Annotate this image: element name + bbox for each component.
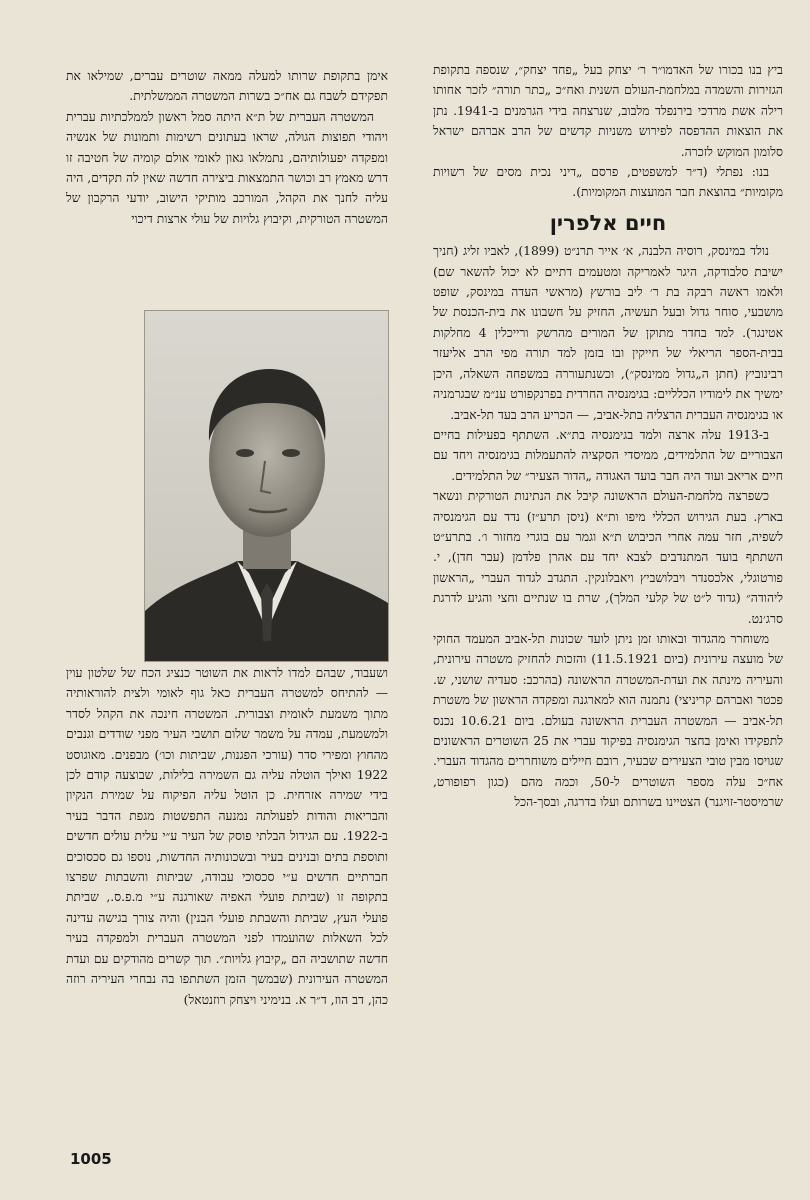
paragraph: בנו: נפתלי (ד״ר למשפטים, פרסם „דיני נכית מסים של רשויות מקומיות״ בהוצאת חבר המועצות המקומיות). xyxy=(433,165,783,200)
biography-heading: חיים אלפרין xyxy=(549,210,667,235)
paragraph: כשפרצה מלחמת-העולם הראשונה קיבל את הנתינות הטורקית ונשאר בארץ. בעת הגירוש הכללי מיפו ות״א (ניסן תרע״ז) נדד עם הגימנסיה לשפיה, חזר עמה אחרי הכיבוש ת״א וגמר עם בוגרי מחזור ו׳. בתרע״ט השתתף בועד המתנדבים לצבא יחד עם אהרן פלדמן (עבר חדן), י. פורטוגלי, אלכסנדר ויבלושביץ ויאבלונקין. התגדב לגדוד העברי „הראשון ליהודה״ (גדוד ל״ט של קלעי המלך), שרת בו שנתיים וחצי והגיע לדרגת סרג׳נט. xyxy=(433,489,783,626)
paragraph: אימן בתקופת שרותו למעלה ממאה שוטרים עברים, שמילאו את תפקידם לשבח גם אח״כ בשרות המשטרה הממשלתית. xyxy=(66,69,388,104)
right-column xyxy=(433,60,783,813)
left-column-bottom xyxy=(66,663,388,1010)
portrait-photo-icon xyxy=(145,311,388,661)
paragraph: המשטרה העברית של ת״א היתה סמל ראשון לממלכתיות עברית ויהודי תפוצות הגולה, שראו בעתונים רשימות ותמונות של אנשיה ומפקדה יפעולותיהם, נתמלאו גאון לאומי אולם קומיה של חטיבה זו דרש מאמץ רב וכושר התמצאות ביצירה חדשה שאין לה תקדים, היה עליה לחנך את הקהל, המורכב מותיקי הישוב, יודעי הרקבון של המשטרה הטורקית, וקיבוץ גלויות של עולי ארצות דיכוי xyxy=(66,109,388,226)
portrait-photo xyxy=(144,310,389,662)
paragraph: נולד במינסק, רוסיה הלבנה, א׳ אייר תרנ״ט (1899), לאביו זליג (חניך ישיבת סלבודקה, היגר לאמריקה ומטעמים דתיים לא יכול להשאר שם) ולאמו ראשה רבקה בת ר׳ ליב בורשץ (מראשי העדה במינסק, שופט מושבעי, סוחר גדול ובעל תעשיה, החזיק על חשבונו את בית-הכנסת של אטינגר). למד בחדר מתוקן של המורים מהרשק ורייכלין 4 מחלקות בבית-הספר הריאלי של חייקין ובו בזמן למד תורה מפי הרב אליעזר רבינוביץ (חתן ה„גדול ממינסק״), וכשנתעוררה במשפחה השאלה, היכן ימשיך את לימודיו הכלליים: בגימנסיה החרדית בפרנקפורט ענ״מ שבגרמניה או בגימנסיה העברית הרצליה בתל-אביב, — הכריע הרב בעד תל-אביב. xyxy=(433,244,783,422)
paragraph: ב-1913 עלה ארצה ולמד בגימנסיה בת״א. השתתף בפעילות בחיים הצבוריים של התלמידים, ממיסדי הסקציה להתעמלות בגימנסיה ויחד עם חיים אריאב ועוד היה חבר בועד האגודה „הדור הצעיר״ של התלמידים. xyxy=(433,427,783,483)
page-number: 1005 xyxy=(70,1150,112,1168)
paragraph: ושעבוד, שבהם למדו לראות את השוטר כנציג הכח של שלטון עוין — להתיחס למשטרה העברית כאל גוף לאומי ולצית להוראותיה מתוך משמעת לאומית וצבורית. המשטרה חינכה את הקהל לסדר ולמשמעת, עמדה על משמר שלום תושבי העיר מפני שודדים וגנבים מהחוץ ומפירי סדר (עורכי הפגנות, שביתות וכו׳) מבפנים. מאוגוסט 1922 ואילך הוטלה עליה גם השמירה בלילות, שבוצעה קודם לכן בידי שמירה אזרחית. כן הוטל עליה הפיקוח על שמירת הנקיון והבריאות והודות לפעולתה נמנעה התפשטות מגפת הדבר בעיר ב-1922. עם הגידול הבלתי פוסק של העיר ע״י עלית עולים חדשים ותוספת בתים ובנינים בעיר ובשכונותיה החדשות, נוספו גם סכסוכים חברתיים חדשים ע״י סכסוכי עבודה, שביתות והשבתות שפרצו בתקופה זו (שביתת פועלי האפיה שאורגנה ע״י מ.פ.ס., שביתת פועלי העץ, שביתת והשבתת פועלי הבנין) והיה צורך בגישה עדינה לכל השאלות שהועמדו לפני המשטרה העברית ולמפקדה בעיר חדשה שתושביה הם „קיבוץ גלויות״. תוך קשרים מהודקים עם ועדת המשטרה העירונית (שבמשך הזמן השתתפו בה נבחרי העיריה רוזה כהן, דב הוז, ד״ר א. בנימיני ויצחק רוזנטאל) xyxy=(66,666,388,1007)
left-column-top xyxy=(66,66,388,229)
paragraph: ביץ בנו בכורו של האדמו״ר ר׳ יצחק בעל „פחד יצחק״, שנספה בתקופת הגזירות והשמדה במלחמת-העולם השנית ואח״כ „כתר תורה״ לזכר אחותו רילה אשת מרדכי בירנפלד מלבוב, שנרצחה בידי הגרמנים ב-1941. נתן את הוצאות ההדפסה לפירוש משניות קדשים של הרב אברהם ישראל סלומון המוקש לזכרה. xyxy=(433,63,783,159)
paragraph: משוחרר מהגדוד ובאותו זמן ניתן לועד שכונות תל-אביב המעמד החוקי של מועצה עירונית (ביום 11.5.1921) והזכות להחזיק משטרה עירונית, והעיריה מינתה את ועדת-המשטרה הראשונה (בהרכב: סעדיה שושני, ש. פכטר ואברהם קריניצי) נתמנה הוא למארגנה ומפקדה הראשון של משטרת תל-אביב — המשטרה העברית הראשונה בעולם. ביום 10.6.21 נכנס לתפקידו ואימן בחצר הגימנסיה בפיקוד עברי את 25 השוטרים הראשונים שגויסו מבין טובי הצעירים שבעיר, רובם חיילים משוחררים מהגדוד העברי. אח״כ עלה מספר השוטרים ל-50, וכמה מהם (כגון רפופורט, שרמיסטר-זויגנר) הצטיינו בשרותם ועלו בדרגה, ובסך-הכל xyxy=(433,631,783,810)
